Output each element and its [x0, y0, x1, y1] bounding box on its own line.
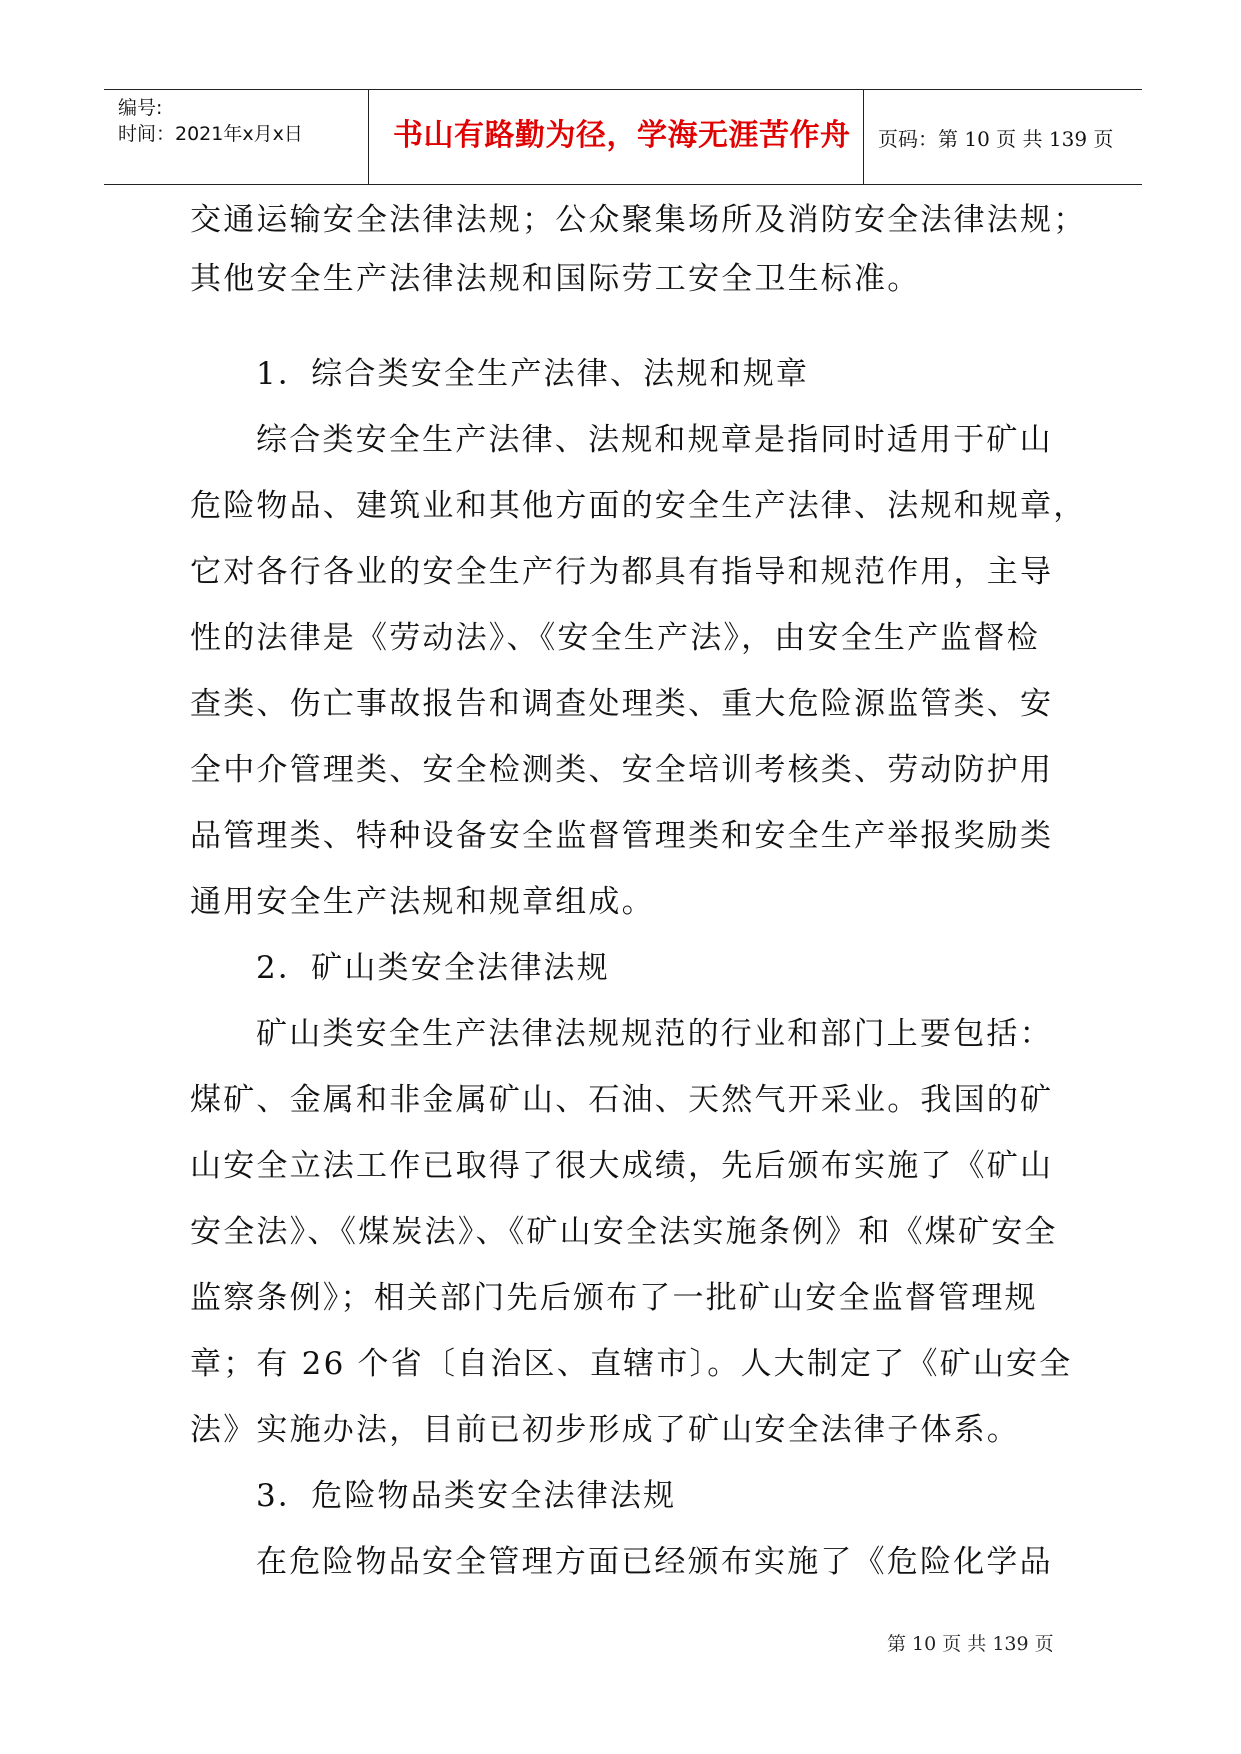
header-info-cell [104, 90, 369, 184]
body-line: 矿山类安全生产法律法规规范的行业和部门上要包括： [256, 1016, 1053, 1052]
body-line: 综合类安全生产法律、法规和规章是指同时适用于矿山 [256, 422, 1053, 458]
body-line: 性的法律是《劳动法》、《安全生产法》，由安全生产监督检 [190, 620, 1040, 656]
page-header [104, 89, 1142, 185]
section-heading: 3．危险物品类安全法律法规 [256, 1478, 677, 1514]
body-line: 监察条例》；相关部门先后颁布了一批矿山安全监督管理规 [190, 1280, 1038, 1316]
time-label: 时间：2021年x月x日 [118, 123, 303, 145]
section-heading: 2．矿山类安全法律法规 [256, 950, 610, 986]
number-label: 编号: [118, 97, 163, 119]
body-line: 通用安全生产法规和规章组成。 [190, 884, 655, 920]
body-line: 法》实施办法，目前已初步形成了矿山安全法律子体系。 [190, 1412, 1020, 1448]
body-line: 安全法》、《煤炭法》、《矿山安全法实施条例》和《煤矿安全 [190, 1214, 1058, 1250]
body-line: 它对各行各业的安全生产行为都具有指导和规范作用，主导 [190, 554, 1054, 590]
body-line: 章；有 26 个省〔自治区、直辖市〕。人大制定了《矿山安全 [190, 1346, 1073, 1382]
body-line: 品管理类、特种设备安全监督管理类和安全生产举报奖励类 [190, 818, 1054, 854]
body-line: 查类、伤亡事故报告和调查处理类、重大危险源监管类、安 [190, 686, 1054, 722]
body-line: 煤矿、金属和非金属矿山、石油、天然气开采业。我国的矿 [190, 1082, 1054, 1118]
body-line: 在危险物品安全管理方面已经颁布实施了《危险化学品 [256, 1544, 1053, 1580]
body-line: 交通运输安全法律法规；公众聚集场所及消防安全法律法规； [190, 202, 1087, 238]
section-heading: 1．综合类安全生产法律、法规和规章 [256, 356, 810, 392]
body-line: 全中介管理类、安全检测类、安全培训考核类、劳动防护用 [190, 752, 1054, 788]
body-line: 危险物品、建筑业和其他方面的安全生产法律、法规和规章， [190, 488, 1087, 524]
header-page-cell [864, 90, 1142, 184]
page-footer: 第 10 页 共 139 页 [887, 1633, 1054, 1655]
motto-text: 书山有路勤为径，学海无涯苦作舟 [393, 118, 851, 153]
header-motto-cell [369, 90, 864, 184]
page-code: 页码：第 10 页 共 139 页 [878, 127, 1114, 151]
body-line: 其他安全生产法律法规和国际劳工安全卫生标准。 [190, 261, 921, 297]
body-line: 山安全立法工作已取得了很大成绩，先后颁布实施了《矿山 [190, 1148, 1054, 1184]
